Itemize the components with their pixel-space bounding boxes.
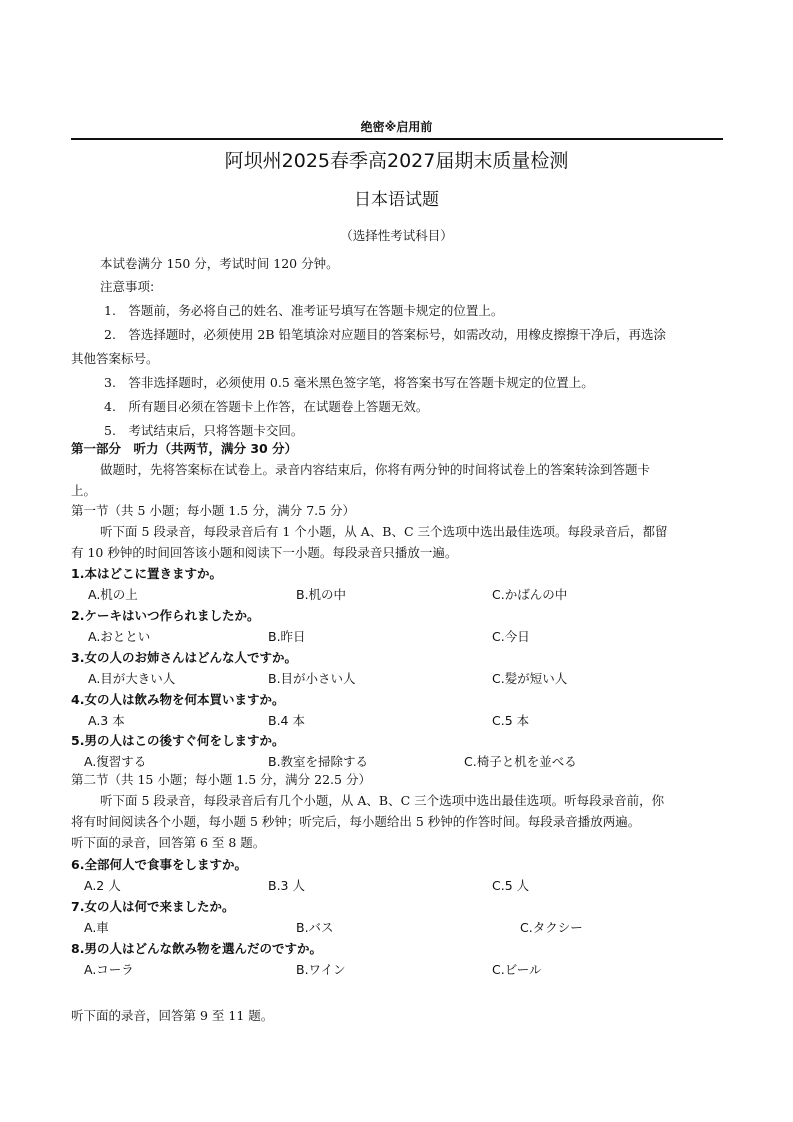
- note-1: 1. 答题前，务必将自己的姓名、准考证号填写在答题卡规定的位置上。: [104, 303, 504, 318]
- q1-option-c[interactable]: C.かばんの中: [492, 587, 568, 602]
- q4-option-c[interactable]: C.5 本: [492, 713, 530, 728]
- q4-option-a[interactable]: A.3 本: [88, 713, 125, 728]
- section1-instructions-1: 听下面 5 段录音，每段录音后有 1 个小题，从 A、B、C 三个选项中选出最佳选项。每段录音后，都留: [100, 524, 668, 539]
- q5-option-b[interactable]: B.教室を掃除する: [268, 754, 369, 769]
- q2-option-c[interactable]: C.今日: [492, 629, 530, 644]
- note-2-cont: 其他答案标号。: [71, 351, 159, 366]
- page-title: 阿坝州2025春季高2027届期末质量检测: [224, 150, 569, 172]
- note-3: 3. 答非选择题时，必须使用 0.5 毫米黑色签字笔，将答案书写在答题卡规定的位置上。: [104, 375, 594, 390]
- question-2: 2.ケーキはいつ作られましたか。: [71, 608, 260, 623]
- note-2: 2. 答选择题时，必须使用 2B 铅笔填涂对应题目的答案标号，如需改动，用橡皮擦擦干净后，再选涂: [104, 327, 667, 342]
- q1-option-a[interactable]: A.机の上: [88, 587, 138, 602]
- question-1: 1.本はどこに置きますか。: [71, 566, 222, 581]
- q8-option-a[interactable]: A.コーラ: [84, 962, 134, 977]
- q5-option-c[interactable]: C.椅子と机を並べる: [464, 754, 577, 769]
- header-rule: [71, 138, 723, 140]
- note-4: 4. 所有题目必须在答题卡上作答，在试题卷上答题无效。: [104, 399, 429, 414]
- question-4: 4.女の人は飲み物を何本買いますか。: [71, 692, 285, 707]
- q2-option-b[interactable]: B.昨日: [268, 629, 306, 644]
- part1-heading: 第一部分 听力（共两节，满分 30 分）: [71, 441, 298, 456]
- q5-option-a[interactable]: A.復習する: [84, 754, 147, 769]
- secret-mark: 绝密※启用前: [360, 120, 433, 134]
- q4-option-b[interactable]: B.4 本: [268, 713, 305, 728]
- q3-option-c[interactable]: C.髪が短い人: [492, 671, 568, 686]
- q3-option-b[interactable]: B.目が小さい人: [268, 671, 356, 686]
- q7-option-b[interactable]: B.バス: [296, 920, 334, 935]
- group2-lead: 听下面的录音，回答第 9 至 11 题。: [71, 1008, 274, 1023]
- question-7: 7.女の人は何で来ましたか。: [71, 899, 235, 914]
- section1-heading: 第一节（共 5 小题；每小题 1.5 分，满分 7.5 分）: [71, 503, 356, 518]
- q1-option-b[interactable]: B.机の中: [296, 587, 347, 602]
- subject-title: 日本语试题: [354, 190, 439, 210]
- question-5: 5.男の人はこの後すぐ何をしますか。: [71, 733, 285, 748]
- q6-option-b[interactable]: B.3 人: [268, 878, 305, 893]
- notice-heading: 注意事项:: [100, 279, 155, 294]
- group1-lead: 听下面的录音，回答第 6 至 8 题。: [71, 835, 266, 850]
- part1-instructions-1: 做题时，先将答案标在试卷上。录音内容结束后，你将有两分钟的时间将试卷上的答案转涂到答题卡: [100, 462, 651, 477]
- q8-option-b[interactable]: B.ワイン: [296, 962, 346, 977]
- question-8: 8.男の人はどんな飲み物を選んだのですか。: [71, 941, 322, 956]
- part1-instructions-2: 上。: [71, 483, 97, 498]
- q6-option-a[interactable]: A.2 人: [84, 878, 121, 893]
- q6-option-c[interactable]: C.5 人: [492, 878, 530, 893]
- q7-option-a[interactable]: A.車: [84, 920, 109, 935]
- note-5: 5. 考试结束后，只将答题卡交回。: [104, 423, 304, 438]
- section2-instructions-1: 听下面 5 段录音，每段录音后有几个小题，从 A、B、C 三个选项中选出最佳选项。听每段录音前，你: [100, 793, 665, 808]
- question-3: 3.女の人のお姉さんはどんな人ですか。: [71, 650, 297, 665]
- q2-option-a[interactable]: A.おととい: [88, 629, 151, 644]
- section1-instructions-2: 有 10 秒钟的时间回答该小题和阅读下一小题。每段录音只播放一遍。: [71, 545, 458, 560]
- q8-option-c[interactable]: C.ビール: [492, 962, 542, 977]
- exam-type: （选择性考试科目）: [340, 228, 453, 243]
- question-6: 6.全部何人で食事をしますか。: [71, 857, 247, 872]
- section2-heading: 第二节（共 15 小题；每小题 1.5 分，满分 22.5 分）: [71, 772, 371, 787]
- score-time-text: 本试卷满分 150 分，考试时间 120 分钟。: [100, 256, 339, 271]
- q3-option-a[interactable]: A.目が大きい人: [88, 671, 176, 686]
- section2-instructions-2: 将有时间阅读各个小题，每小题 5 秒钟；听完后，每小题给出 5 秒钟的作答时间。每段录音播放两遍。: [71, 814, 641, 829]
- q7-option-c[interactable]: C.タクシー: [520, 920, 583, 935]
